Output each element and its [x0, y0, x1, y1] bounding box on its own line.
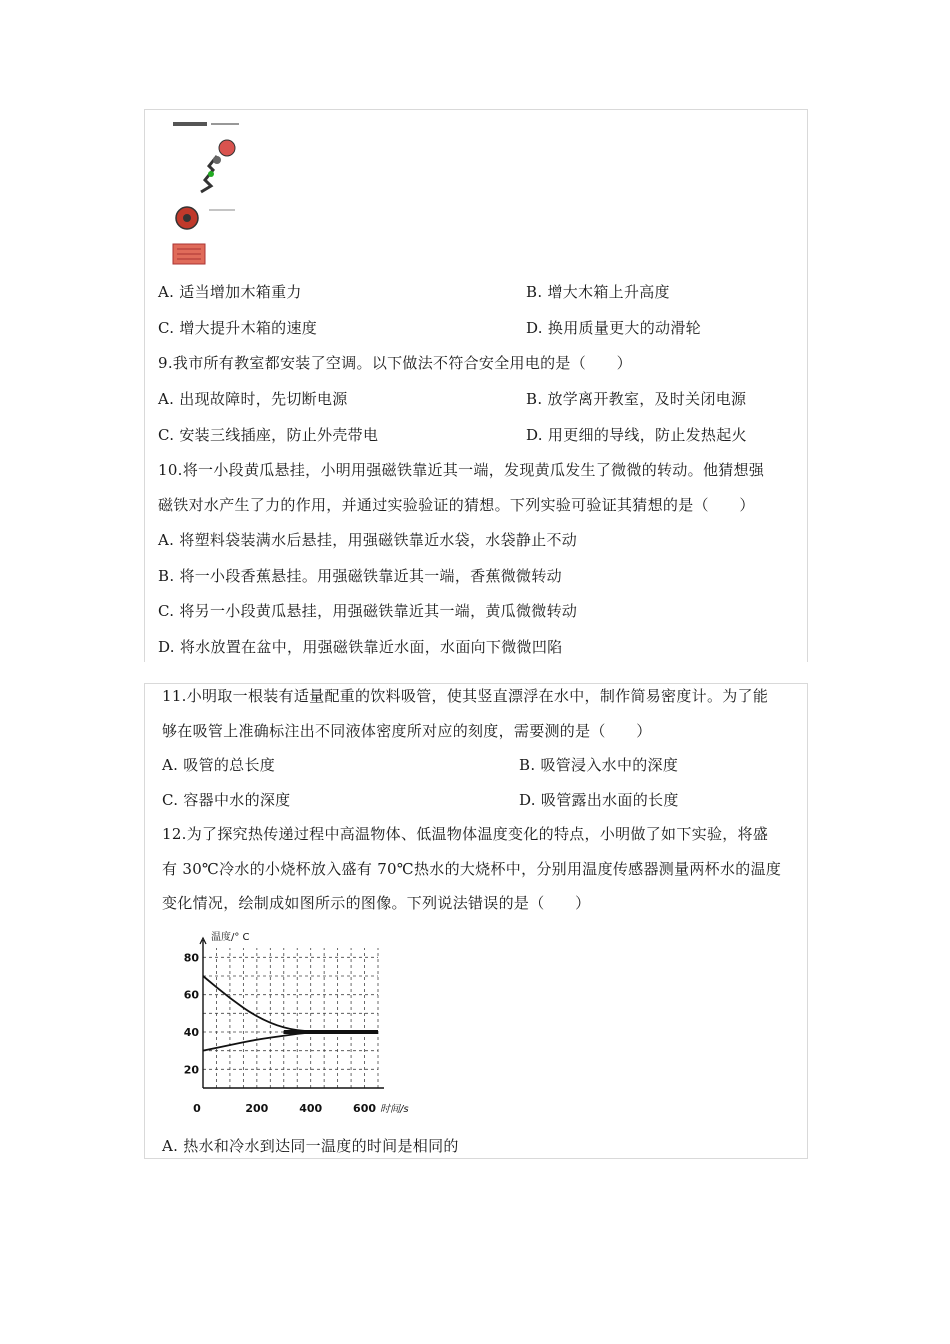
- q10-option-a[interactable]: A. 将塑料袋装满水后悬挂，用强磁铁靠近水袋，水袋静止不动: [158, 531, 578, 549]
- q11-option-b[interactable]: B. 吸管浸入水中的深度: [519, 756, 679, 774]
- y-tick-label: 40: [183, 1026, 199, 1039]
- question-panel-lower: [144, 683, 808, 1159]
- q11-option-d[interactable]: D. 吸管露出水面的长度: [519, 791, 679, 809]
- q8-option-c[interactable]: C. 增大提升木箱的速度: [158, 319, 318, 337]
- q9-option-b[interactable]: B. 放学离开教室，及时关闭电源: [526, 390, 747, 408]
- pulley-diagram: [169, 118, 249, 266]
- q10-option-c[interactable]: C. 将另一小段黄瓜悬挂，用强磁铁靠近其一端，黄瓜微微转动: [158, 602, 578, 620]
- q11-stem-line1: 11.小明取一根装有适量配重的饮料吸管，使其竖直漂浮在水中，制作简易密度计。为了能: [162, 687, 769, 705]
- q10-stem-line1: 10.将一小段黄瓜悬挂，小明用强磁铁靠近其一端，发现黄瓜发生了微微的转动。他猜想强: [158, 461, 765, 479]
- q11-option-c[interactable]: C. 容器中水的深度: [162, 791, 291, 809]
- q10-option-b[interactable]: B. 将一小段香蕉悬挂。用强磁铁靠近其一端，香蕉微微转动: [158, 567, 562, 585]
- ceiling-beam: [173, 122, 207, 126]
- q12-stem-line3: 变化情况，绘制成如图所示的图像。下列说法错误的是（ ）: [162, 894, 591, 912]
- q9-option-c[interactable]: C. 安装三线插座，防止外壳带电: [158, 426, 379, 444]
- q12-option-a[interactable]: A. 热水和冷水到达同一温度的时间是相同的: [162, 1137, 459, 1155]
- q9-option-a[interactable]: A. 出现故障时，先切断电源: [158, 390, 348, 408]
- q12-stem-line1: 12.为了探究热传递过程中高温物体、低温物体温度变化的特点，小明做了如下实验，将盛: [162, 825, 769, 843]
- temperature-chart-svg: [173, 930, 433, 1120]
- y-tick-label: 80: [183, 951, 199, 965]
- q12-stem-line2: 有 30℃冷水的小烧杯放入盛有 70℃热水的大烧杯中，分别用温度传感器测量两杯水的温度: [162, 860, 782, 878]
- q8-option-d[interactable]: D. 换用质量更大的动滑轮: [526, 319, 701, 337]
- fixed-pulley: [219, 140, 235, 156]
- rope-knot: [213, 156, 221, 164]
- y-axis-label: 温度/° C: [211, 932, 250, 943]
- q10-stem-line2: 磁铁对水产生了力的作用，并通过实验验证的猜想。下列实验可验证其猜想的是（ ）: [158, 496, 755, 514]
- chart-grid: [203, 948, 378, 1088]
- q9-stem: 9.我市所有教室都安装了空调。以下做法不符合安全用电的是（ ）: [158, 354, 632, 372]
- y-tick-label: 60: [183, 988, 199, 1002]
- x-axis-label: 时间/s: [380, 1104, 409, 1115]
- hook-marker: [208, 171, 214, 177]
- chart-labels: [184, 930, 409, 1115]
- x-tick-label: 600: [353, 1102, 377, 1115]
- x-tick-label: 200: [245, 1102, 269, 1115]
- q11-option-a[interactable]: A. 吸管的总长度: [162, 756, 276, 774]
- pulley-axle: [183, 214, 191, 222]
- question-panel-upper: [144, 109, 808, 662]
- q8-option-b[interactable]: B. 增大木箱上升高度: [526, 283, 670, 301]
- series-line-hot-water: [203, 976, 378, 1032]
- series-line-cold-water: [203, 1032, 378, 1051]
- q8-option-a[interactable]: A. 适当增加木箱重力: [158, 283, 302, 301]
- x-tick-label: 0: [193, 1102, 201, 1115]
- temperature-chart: [173, 930, 433, 1120]
- q9-option-d[interactable]: D. 用更细的导线，防止发热起火: [526, 426, 747, 444]
- q10-option-d[interactable]: D. 将水放置在盆中，用强磁铁靠近水面，水面向下微微凹陷: [158, 638, 563, 656]
- y-tick-label: 20: [183, 1063, 199, 1077]
- q11-stem-line2: 够在吸管上准确标注出不同液体密度所对应的刻度，需要测的是（ ）: [162, 722, 652, 740]
- pulley-apparatus-figure: [169, 118, 249, 266]
- x-tick-label: 400: [299, 1102, 323, 1115]
